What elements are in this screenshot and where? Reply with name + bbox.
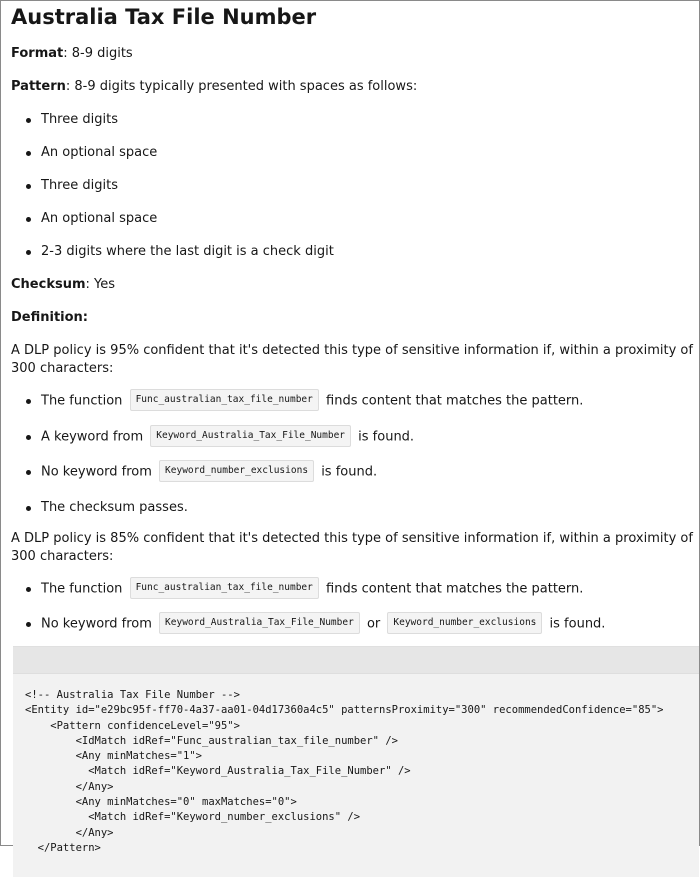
list-item: Three digits (41, 177, 699, 195)
code-line: </Any> (25, 780, 114, 793)
inline-code: Func_australian_tax_file_number (130, 389, 319, 411)
list-item (41, 578, 699, 601)
article (1, 1, 699, 671)
inline-code: Keyword_number_exclusions (387, 612, 542, 634)
condition-text: or (366, 616, 381, 632)
format-label: Format (11, 46, 64, 61)
list-item (41, 461, 699, 484)
policy-95-conditions (11, 390, 699, 519)
checksum-value: : Yes (85, 277, 116, 292)
code-line: <Any minMatches="0" maxMatches="0"> (25, 796, 297, 809)
format-value: : 8-9 digits (63, 46, 133, 61)
policy-85-intro: A DLP policy is 85% confident that it's detected this type of sensitive information if, within a proximity of 300 characters: (11, 530, 693, 564)
condition-text: A keyword from (41, 429, 144, 444)
pattern-line (11, 78, 699, 96)
code-line: </Any> (25, 826, 114, 839)
list-item (41, 426, 699, 449)
pattern-list (11, 111, 699, 261)
code-line: </Pattern> (25, 841, 101, 854)
inline-code: Keyword_Australia_Tax_File_Number (150, 425, 351, 447)
condition-text: finds content that matches the pattern. (326, 581, 584, 596)
list-item: Three digits (41, 111, 699, 129)
code-line: <Any minMatches="1"> (25, 750, 203, 763)
condition-text: The function (41, 393, 123, 409)
condition-text: No keyword from (41, 464, 152, 480)
list-item: The checksum passes. (41, 497, 699, 519)
pattern-label: Pattern (11, 79, 66, 94)
condition-text: No keyword from (41, 616, 152, 632)
list-item: An optional space (41, 144, 699, 162)
pattern-value: : 8-9 digits typically presented with spaces as follows: (65, 79, 418, 94)
condition-text: is found. (358, 429, 415, 444)
format-line (11, 45, 699, 63)
policy-95-intro: A DLP policy is 95% confident that it's detected this type of sensitive information if, within a proximity of 300 characters: (11, 343, 693, 376)
code-listing (13, 674, 699, 856)
definition-line (11, 309, 699, 327)
condition-text: finds content that matches the pattern. (326, 393, 584, 409)
code-line: <Match idRef="Keyword_number_exclusions" /> (25, 811, 361, 824)
condition-text: is found. (321, 464, 378, 480)
checksum-line (11, 276, 699, 294)
page-title: Australia Tax File Number (11, 5, 317, 29)
inline-code: Func_australian_tax_file_number (130, 577, 319, 599)
definition-label: Definition: (11, 310, 89, 325)
condition-text: is found. (549, 616, 606, 632)
inline-code: Keyword_Australia_Tax_File_Number (159, 612, 360, 634)
list-item (41, 613, 699, 636)
code-line: <Entity id="e29bc95f-ff70-4a37-aa01-04d17360a4c5" patternsProximity="300" recommendedConfidence="85"> (25, 704, 664, 717)
list-item (41, 390, 699, 413)
code-line: <!-- Australia Tax File Number --> (25, 689, 240, 701)
checksum-label: Checksum (11, 277, 86, 292)
condition-text: The function (41, 581, 123, 596)
code-line: <Match idRef="Keyword_Australia_Tax_File_Number" /> (25, 765, 411, 778)
code-line: <IdMatch idRef="Func_australian_tax_file_number" /> (25, 734, 398, 747)
list-item: An optional space (41, 210, 699, 228)
inline-code: Keyword_number_exclusions (159, 460, 314, 482)
code-block-header (13, 647, 699, 674)
code-line: <Pattern confidenceLevel="95"> (25, 719, 240, 732)
code-block (13, 646, 699, 877)
list-item: 2-3 digits where the last digit is a check digit (41, 243, 699, 261)
